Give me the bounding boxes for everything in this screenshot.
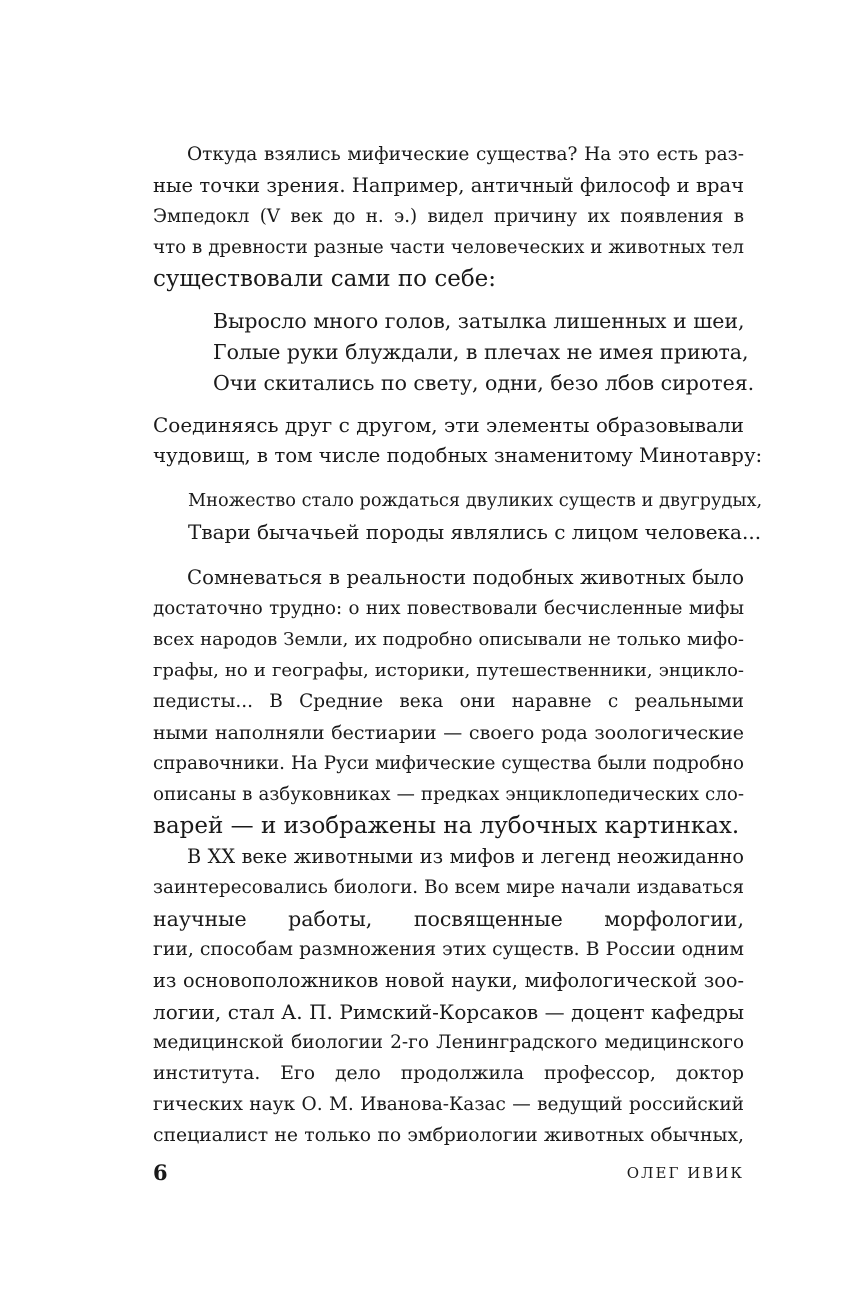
p3-line-2: достаточно трудно: о них повествовали бесчисленные мифы — [153, 598, 744, 619]
p3-line-7: справочники. На Руси мифические существа были подробно — [153, 753, 744, 774]
p3-line-1: Сомневаться в реальности подобных животных было — [187, 566, 744, 589]
p4-line-2: заинтересовались биологи. Во всем мире начали издаваться — [153, 877, 744, 898]
p4-line-6: логии, стал А. П. Римский-Корсаков — доцент кафедры — [153, 1000, 744, 1024]
page-number: 6 — [153, 1160, 168, 1185]
verse1-line-2: Голые руки блуждали, в плечах не имея приюта, — [213, 340, 749, 364]
p1-line-3: Эмпедокл (V век до н. э.) видел причину их появления в — [153, 206, 744, 227]
p4-line-10: специалист не только по эмбриологии животных обычных, — [153, 1125, 744, 1146]
p4-line-3: научные работы, посвященные морфологии, — [153, 907, 744, 931]
p3-line-4: графы, но и географы, историки, путешественники, энцикло- — [153, 660, 744, 681]
verse2-line-2 — [188, 517, 763, 547]
verse1-line-1: Выросло много голов, затылка лишенных и шеи, — [213, 309, 745, 333]
p3-line-3: всех народов Земли, их подробно описывали не только мифо- — [153, 629, 744, 650]
p1-line-4: что в древности разные части человеческих и животных тел — [153, 237, 744, 258]
running-footer-author: ОЛЕГ ИВИК — [626, 1164, 744, 1182]
p2-line-2: чудовищ, в том числе подобных знаменитому Минотавру: — [153, 444, 763, 467]
p3-line-8: описаны в азбуковниках — предках энциклопедических сло- — [153, 784, 744, 805]
verse1-line-3: Очи скитались по свету, одни, безо лбов сиротея. — [213, 371, 755, 395]
verse2-line-2-text: Твари бычачьей породы являлись с лицом человека... — [188, 520, 762, 544]
p4-line-1: В XX веке животными из мифов и легенд неожиданно — [187, 845, 744, 868]
p3-line-5: педисты... В Средние века они наравне с реальными — [153, 691, 744, 712]
p1-line-2: ные точки зрения. Например, античный философ и врач — [153, 174, 744, 197]
p1-line-5: существовали сами по себе: — [153, 266, 497, 292]
verse2-line-1: Множество стало рождаться двуликих существ и двугрудых, — [188, 491, 763, 511]
p4-line-8: института. Его дело продолжила профессор, доктор — [153, 1063, 744, 1084]
p4-line-9: гических наук О. М. Иванова-Казас — ведущий российский — [153, 1094, 744, 1115]
p4-line-5: из основоположников новой науки, мифологической зоо- — [153, 969, 744, 992]
p3-line-6: ными наполняли бестиарии — своего рода зоологические — [153, 722, 744, 744]
p4-line-7: медицинской биологии 2-го Ленинградского медицинского — [153, 1032, 744, 1053]
p3-line-9: варей — и изображены на лубочных картинках. — [153, 813, 740, 839]
p4-line-4: гии, способам размножения этих существ. В России одним — [153, 939, 744, 960]
p1-line-1: Откуда взялись мифические существа? На это есть раз- — [187, 144, 744, 165]
p2-line-1: Соединяясь друг с другом, эти элементы образовывали — [153, 413, 744, 437]
